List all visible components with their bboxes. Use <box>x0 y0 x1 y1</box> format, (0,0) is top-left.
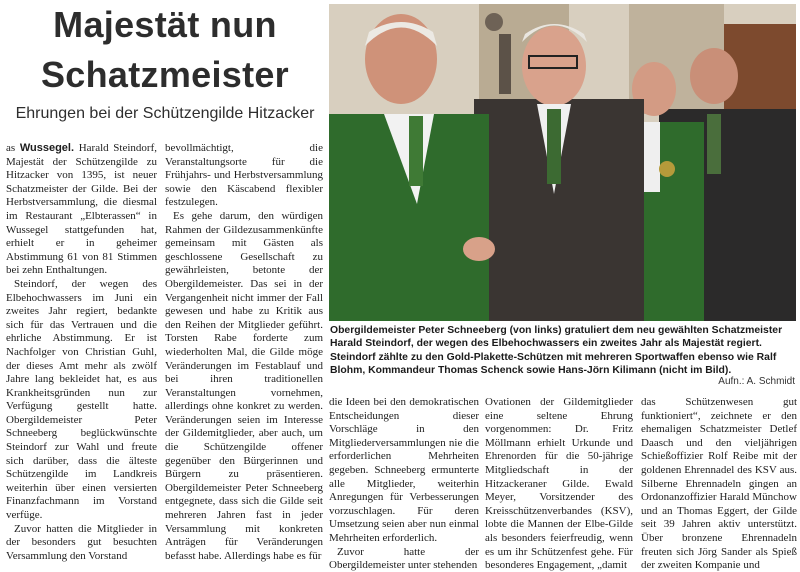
article-paragraph: as Wussegel. Harald Steindorf, Majestät der Schützengilde zu Hitzacker von 1395, ist neuer Schatzmeister der Gilde. Bei der Herbstversammlung, die diesmal im Restaurant „Elbterassen“ in Wussegel stattgefunden hat, erhielt er in geheimer Abstimmung 61 von 81 Stimmen bei zehn Enthaltungen. <box>6 142 157 277</box>
article-column-5 <box>641 396 797 572</box>
article-column-1 <box>6 142 157 570</box>
article-column-3 <box>329 396 479 572</box>
article-paragraph: Zuvor hatten die Mitglieder in der besonders gut besuchten Versammlung den Vorstand <box>6 522 157 562</box>
article-paragraph: bevollmächtigt, die Veranstaltungsorte für die Frühjahrs- und Herbstversammlung sowie den Käscabend flexibler festzulegen. <box>165 142 323 209</box>
article-subheadline: Ehrungen bei der Schützengilde Hitzacker <box>15 105 315 122</box>
article-paragraph: Steindorf, der wegen des Elbehochwassers im Juni ein zweites Jahr regiert, bedankte sich für das Vertrauen und die ehrliche Abstimmung. Er ist Nachfolger von Christian Guhl, der dieses Amt mehr als zwölf Jahre lang bekleidet hat, es aus Krankheitsgründen nun zur Verfügung gestellt hatte. Obergildemeister Peter Schneeberg beglückwünschte Steindorf zur Wahl und freute sich darüber, dass die älteste Schützengilde im Landkreis weiterhin über einen versierten Finanzfachmann im Vorstand verfüge. <box>6 277 157 522</box>
article-paragraph: Zuvor hatte der Obergildemeister unter stehenden <box>329 545 479 572</box>
intro-prefix: as <box>6 142 20 154</box>
article-headline: Majestät nun Schatzmeister <box>40 4 289 95</box>
photo-illustration <box>329 4 796 321</box>
article-paragraph: das Schützenwesen gut funktioniert“, zeichnete er den ehemaligen Schatzmeister Detlef Daasch und den vieljährigen Schießoffizier Rolf Reibe mit der goldenen Ehrennadel des KSV aus. Silberne Ehrennadeln gingen an Ordonanzoffizier Harald Münchow und an Thomas Eggert, der Gilde seit 39 Jahren aktiv unterstützt. Über bronzene Ehrennadeln freuten sich Jörg Sander als Spieß der zweiten Kompanie und <box>641 396 797 572</box>
article-column-2 <box>165 142 323 570</box>
photo-credit: Aufn.: A. Schmidt <box>718 376 795 387</box>
article-paragraph: die Ideen bei den demokratischen Entscheidungen dieser Vorschläge in den Mitgliederversammlungen nie die erforderlichen Mehrheiten gegeben. Schneeberg ermunterte alle Mitglieder, weiterhin Anregungen für Verbesserungen vorzuschlagen. Für deren Umsetzung seien aber nun einmal Mehrheiten erforderlich. <box>329 396 479 544</box>
article-paragraph: Es gehe darum, den würdigen Rahmen der Gildezusammenkünfte gemeinsam mit Gästen als geschlossene Gesellschaft zu gewährleisten, betonte der Obergildemeister. Das sei in der Vergangenheit nicht immer der Fall gewesen und habe zu Kritik aus den Reihen der Mitglieder geführt. Torsten Rabe forderte zum wiederholten Mal, die Gilde möge Veränderungen im Festablauf und bei ihren traditionellen Veranstaltungen vornehmen, allerdings ohne konkret zu werden. Veränderungen seien im Interesse der Gildemitglieder, aber auch, um die Schützengilde offener gegenüber den Bürgerinnen und Bürgern zu präsentieren. Obergildemeister Peter Schneeberg entgegnete, dass sich die Gilde seit mehreren Jahren fast in jeder Versammlung mit konkreten Anträgen für Veränderungen befasst habe. Allerdings habe es für <box>165 209 323 562</box>
article-photo <box>329 4 796 321</box>
photo-caption: Obergildemeister Peter Schneeberg (von links) gratuliert dem neu gewählten Schatzmeister Harald Steindorf, der wegen des Elbehochwassers ein zweites Jahr als Majestät regiert. Steindorf zählte zu den Gold-Plakette-Schützen mit mehreren Sportwaffen ebenso wie Ralf Blohm, Kommandeur Thomas Schenck sowie Hans-Jörn Kilimann (nicht im Bild). <box>330 325 783 377</box>
article-location: Wussegel. <box>19 142 75 154</box>
article-column-4 <box>485 396 633 572</box>
article-paragraph: Ovationen der Gildemitglieder eine seltene Ehrung vorgenommen: Dr. Fritz Möllmann erhielt Urkunde und Ehrenorden für die 50-jährige Mitgliedschaft in der Hitzackeraner Gilde. Ewald Meyer, Vorsitzender des Kreisschützenverbandes (KSV), lobte die Mannen der Elbe-Gilde als besonders feierfreudig, wenn es um ihr Schützenfest gehe. Für besonderes Engagement, „damit <box>485 396 633 572</box>
